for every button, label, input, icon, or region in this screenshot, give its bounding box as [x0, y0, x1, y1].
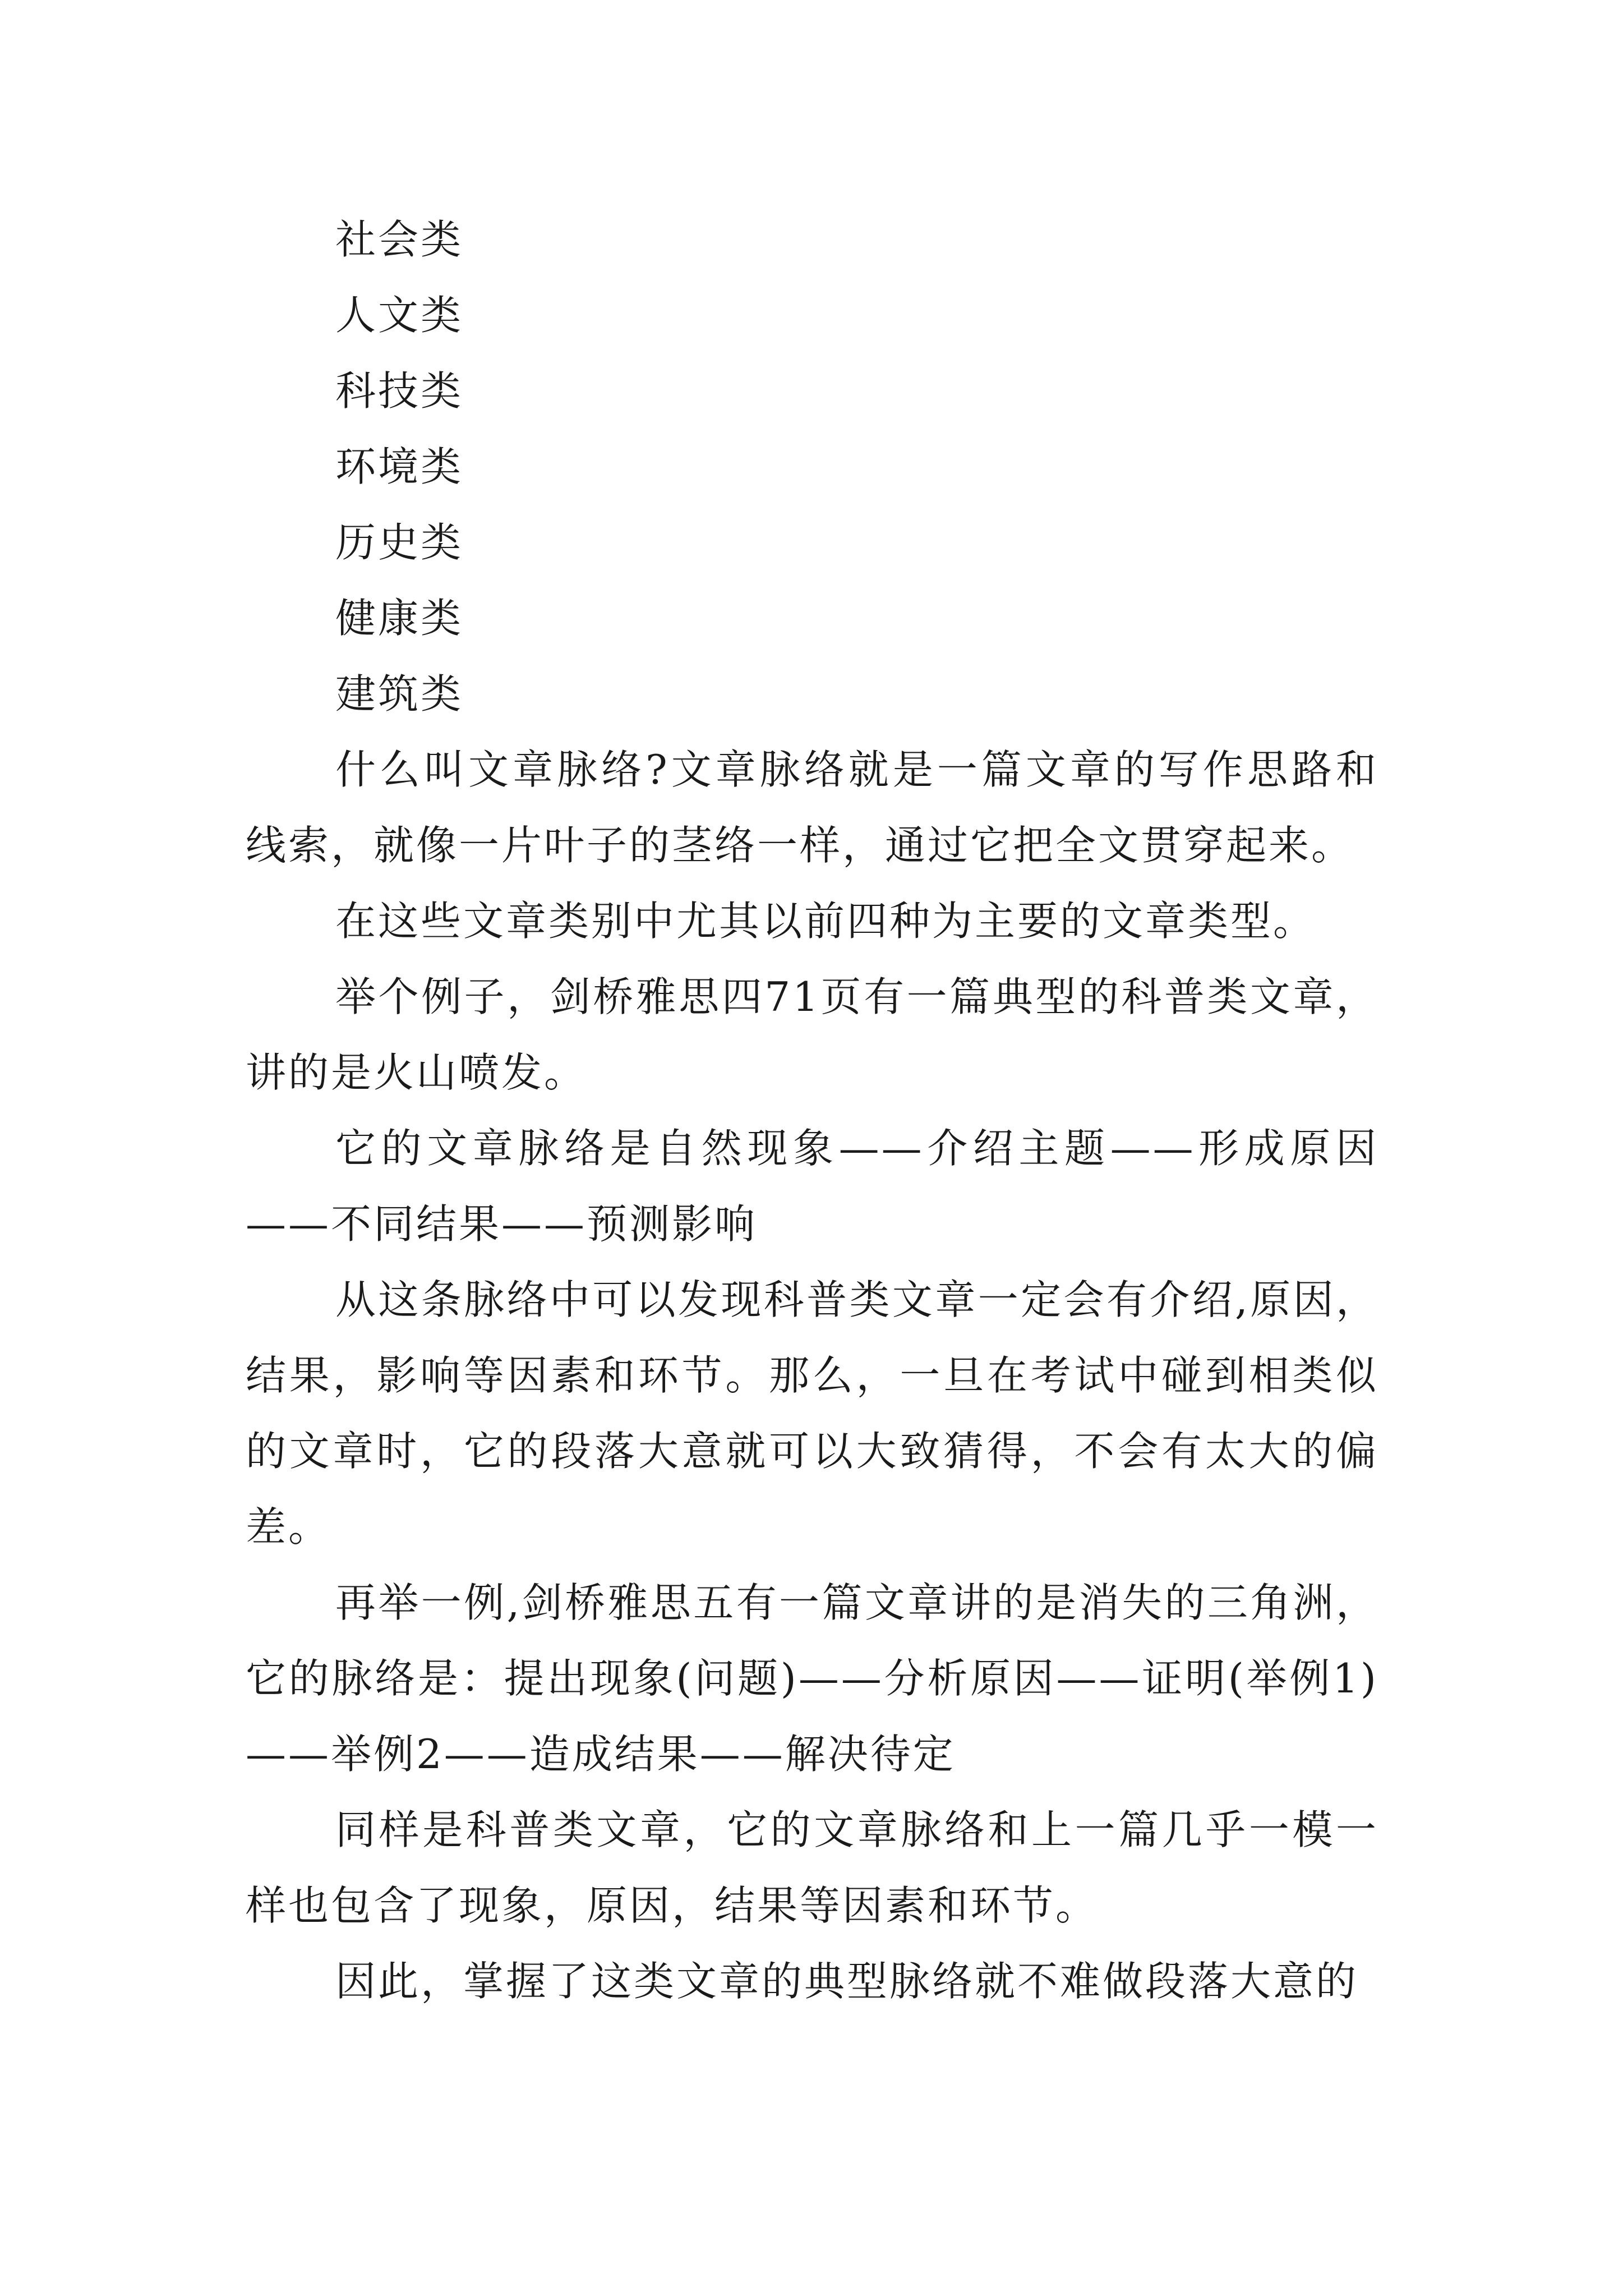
- category-item: 科技类: [335, 367, 464, 415]
- paragraph-analysis: 从这条脉络中可以发现科普类文章一定会有介绍,原因，结果，影响等因素和环节。那么，一旦在考试中碰到相类似的文章时，它的段落大意就可以大致猜得，不会有太大的偏差。: [246, 1276, 1378, 1550]
- paragraph-volcano-structure: 它的文章脉络是自然现象——介绍主题——形成原因——不同结果——预测影响: [246, 1125, 1378, 1248]
- category-item: 建筑类: [335, 670, 464, 717]
- paragraph-main-types: 在这些文章类别中尤其以前四种为主要的文章类型。: [335, 898, 1316, 945]
- page-body: [246, 202, 1378, 2019]
- paragraph-definition: 什么叫文章脉络?文章脉络就是一篇文章的写作思路和线索，就像一片叶子的茎络一样，通过它把全文贯穿起来。: [246, 746, 1378, 869]
- category-item: 历史类: [335, 519, 464, 566]
- category-item: 社会类: [335, 216, 464, 263]
- category-item: 环境类: [335, 443, 464, 490]
- paragraph-example-delta: 再举一例,剑桥雅思五有一篇文章讲的是消失的三角洲，它的脉络是：提出现象(问题)——分析原因——证明(举例1)——举例2——造成结果——解决待定: [246, 1579, 1378, 1778]
- category-item: 健康类: [335, 595, 464, 642]
- category-item: 人文类: [335, 292, 464, 339]
- paragraph-example-volcano: 举个例子，剑桥雅思四71页有一篇典型的科普类文章，讲的是火山喷发。: [246, 973, 1378, 1096]
- paragraph-conclusion: 因此，掌握了这类文章的典型脉络就不难做段落大意的: [335, 1958, 1359, 2005]
- paragraph-comparison: 同样是科普类文章，它的文章脉络和上一篇几乎一模一样也包含了现象，原因，结果等因素和环节。: [246, 1806, 1378, 1929]
